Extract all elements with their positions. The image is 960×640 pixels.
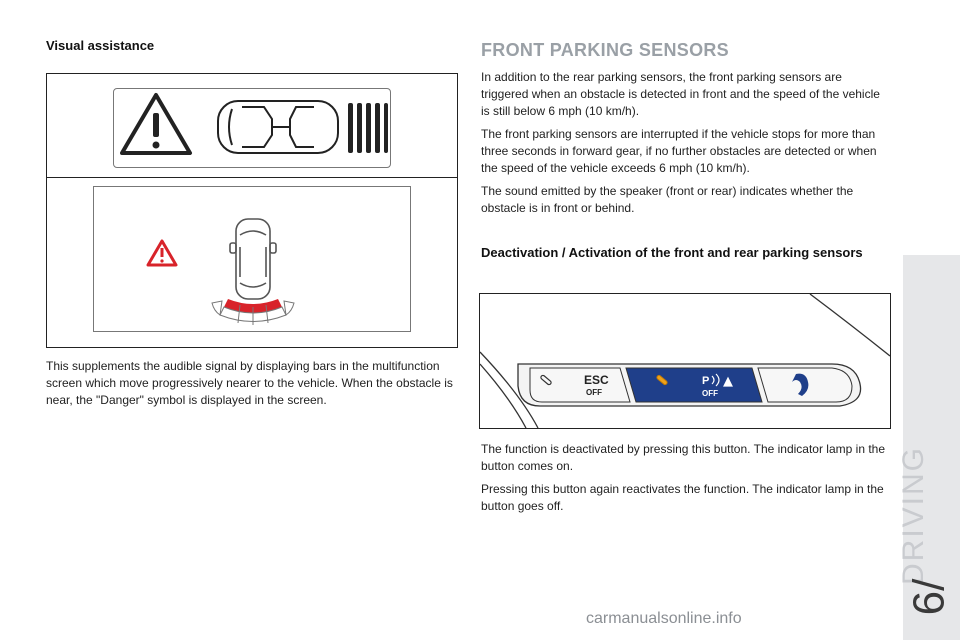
deactivation-text — [481, 441, 891, 521]
deactivation-heading: Deactivation / Activation of the front and rear parking sensors — [481, 245, 863, 260]
chapter-number: 6/ — [904, 578, 954, 616]
visual-assistance-heading: Visual assistance — [46, 38, 155, 53]
danger-triangle-icon — [122, 95, 190, 153]
figure-divider — [47, 177, 457, 178]
proximity-bars-icon — [348, 103, 388, 153]
paragraph: The front parking sensors are interrupted if the vehicle stops for more than three seconds in forward gear, if no further obstacles are detected or when the speed of the vehicle exceeds 6 mph (10 km/h). — [481, 127, 877, 175]
paragraph: In addition to the rear parking sensors, the front parking sensors are triggered when an obstacle is detected in front and the speed of the vehicle is still below 6 mph (10 km/h). — [481, 70, 880, 118]
paragraph: Pressing this button again reactivates the function. The indicator lamp in the button goes off. — [481, 482, 884, 513]
paragraph: The sound emitted by the speaker (front or rear) indicates whether the obstacle is in front or behind. — [481, 184, 854, 215]
multifunction-screen-bottom — [93, 186, 411, 332]
dashboard-buttons-figure — [479, 293, 891, 429]
visual-assistance-description: This supplements the audible signal by displaying bars in the multifunction screen which move progressively nearer to the vehicle. When the obstacle is near, the "Danger" symbol is displayed in the screen. — [46, 359, 453, 407]
watermark: carmanualsonline.info — [586, 610, 742, 627]
screen-top-illustration — [114, 89, 389, 166]
multifunction-screen-top — [113, 88, 391, 168]
chapter-label — [897, 255, 960, 640]
parking-sensor-button-sub: OFF — [702, 389, 718, 398]
front-sensors-text — [481, 69, 891, 223]
esc-button-label: ESC — [584, 373, 609, 387]
car-rear-view-icon — [230, 219, 276, 299]
parking-sensor-button-label: P — [702, 375, 710, 387]
chapter-title: DRIVING — [897, 445, 930, 585]
visual-assistance-figure — [46, 73, 458, 348]
visual-assistance-section — [46, 38, 458, 53]
esc-button-sub: OFF — [586, 388, 602, 397]
page-title: FRONT PARKING SENSORS — [481, 40, 729, 60]
car-top-view-icon — [218, 101, 338, 153]
paragraph: The function is deactivated by pressing this button. The indicator lamp in the button comes on. — [481, 442, 886, 473]
danger-warning-icon — [148, 241, 176, 265]
rear-sensor-zone-icon — [212, 299, 294, 325]
screen-bottom-illustration — [94, 187, 409, 330]
dashboard-buttons-illustration — [480, 294, 890, 428]
